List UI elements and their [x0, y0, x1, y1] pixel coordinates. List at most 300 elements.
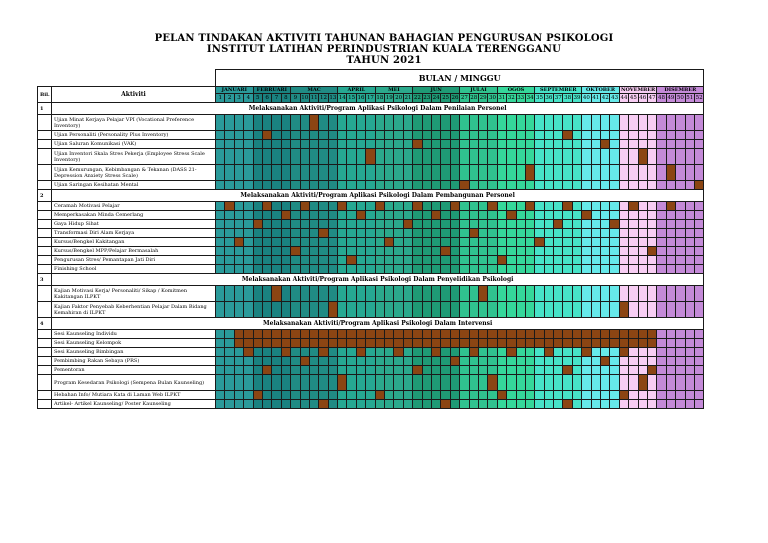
- title-line-3: TAHUN 2021: [346, 55, 422, 66]
- week-cell: [610, 400, 619, 409]
- week-cell: [216, 265, 225, 274]
- week-cell: [300, 265, 309, 274]
- week-cell: [431, 256, 440, 265]
- week-cell: [356, 115, 365, 131]
- week-cell: [572, 302, 581, 318]
- scheduled-week-cell: [431, 348, 440, 357]
- week-cell: [281, 247, 290, 256]
- scheduled-week-cell: [582, 339, 591, 348]
- week-cell: [535, 131, 544, 140]
- week-cell: [610, 348, 619, 357]
- week-cell: [253, 247, 262, 256]
- week-cell: [450, 149, 459, 165]
- week-cell: [385, 131, 394, 140]
- week-cell: [666, 391, 675, 400]
- week-cell: [657, 391, 666, 400]
- week-cell: [431, 115, 440, 131]
- week-cell: [525, 247, 534, 256]
- week-cell: [375, 131, 384, 140]
- week-cell: [460, 229, 469, 238]
- week-cell: [525, 375, 534, 391]
- week-cell: [629, 238, 638, 247]
- week-number: 47: [648, 94, 656, 101]
- week-cell: [647, 265, 656, 274]
- week-cell: [554, 229, 563, 238]
- week-number: 40: [582, 94, 590, 101]
- activity-bil-cell: [38, 391, 52, 400]
- week-cell: [563, 149, 572, 165]
- week-cell: [225, 286, 234, 302]
- scheduled-week-cell: [554, 220, 563, 229]
- week-cell: [676, 265, 685, 274]
- week-cell: [262, 238, 271, 247]
- week-cell: [216, 286, 225, 302]
- bil-header: Bil.: [38, 87, 52, 103]
- week-cell: [469, 131, 478, 140]
- week-cell: [563, 357, 572, 366]
- week-cell: [478, 229, 487, 238]
- scheduled-week-cell: [450, 202, 459, 211]
- bulan-minggu-header: BULAN / MINGGU: [216, 70, 704, 87]
- week-cell: [366, 140, 375, 149]
- week-cell: [676, 140, 685, 149]
- week-cell: [647, 149, 656, 165]
- week-cell: [450, 375, 459, 391]
- week-cell: [647, 357, 656, 366]
- week-cell: [422, 202, 431, 211]
- week-cell: [582, 220, 591, 229]
- week-cell: [507, 202, 516, 211]
- week-cell: [488, 181, 497, 190]
- week-cell: [385, 202, 394, 211]
- week-cell: [328, 357, 337, 366]
- week-cell: [272, 302, 281, 318]
- week-cell: [666, 211, 675, 220]
- week-cell: [478, 238, 487, 247]
- week-cell: [319, 391, 328, 400]
- scheduled-week-cell: [375, 202, 384, 211]
- week-cell: [234, 357, 243, 366]
- week-cell: [394, 238, 403, 247]
- week-cell: [216, 229, 225, 238]
- week-cell: [450, 302, 459, 318]
- week-cell: [450, 115, 459, 131]
- activity-row: [38, 149, 704, 165]
- week-cell: [563, 247, 572, 256]
- activity-bil-cell: [38, 211, 52, 220]
- week-cell: [563, 348, 572, 357]
- week-cell: [535, 140, 544, 149]
- scheduled-week-cell: [647, 247, 656, 256]
- week-cell: [563, 256, 572, 265]
- week-cell: [347, 229, 356, 238]
- week-cell: [394, 400, 403, 409]
- scheduled-week-cell: [413, 339, 422, 348]
- week-cell: [572, 229, 581, 238]
- week-cell: [385, 149, 394, 165]
- week-cell: [610, 131, 619, 140]
- week-cell: [507, 229, 516, 238]
- scheduled-week-cell: [619, 302, 628, 318]
- week-cell: [591, 202, 600, 211]
- activity-row: [38, 366, 704, 375]
- week-cell: [591, 238, 600, 247]
- week-cell: [309, 131, 318, 140]
- week-cell: [244, 391, 253, 400]
- week-cell: [619, 238, 628, 247]
- week-cell: [225, 348, 234, 357]
- week-cell: [488, 220, 497, 229]
- scheduled-week-cell: [413, 366, 422, 375]
- week-cell: [319, 265, 328, 274]
- week-cell: [422, 256, 431, 265]
- week-cell: [413, 348, 422, 357]
- week-cell: [497, 220, 506, 229]
- week-cell: [610, 357, 619, 366]
- week-cell: [300, 400, 309, 409]
- week-cell: [216, 247, 225, 256]
- week-cell: [544, 149, 553, 165]
- week-cell: [666, 149, 675, 165]
- week-cell: [694, 202, 703, 211]
- week-cell: [441, 286, 450, 302]
- week-cell: [450, 391, 459, 400]
- header-blank-bil: [38, 70, 52, 87]
- week-cell: [666, 357, 675, 366]
- week-cell: [460, 357, 469, 366]
- week-cell: [272, 220, 281, 229]
- week-cell: [460, 165, 469, 181]
- title-line-2: INSTITUT LATIHAN PERINDUSTRIAN KUALA TERENGGANU: [206, 44, 562, 55]
- week-cell: [563, 391, 572, 400]
- week-cell: [300, 348, 309, 357]
- week-cell: [225, 238, 234, 247]
- week-cell: [262, 220, 271, 229]
- scheduled-week-cell: [244, 348, 253, 357]
- week-cell: [488, 247, 497, 256]
- week-cell: [525, 256, 534, 265]
- week-cell: [291, 366, 300, 375]
- week-cell: [676, 302, 685, 318]
- week-cell: [385, 211, 394, 220]
- week-cell: [638, 357, 647, 366]
- week-cell: [478, 149, 487, 165]
- week-cell: [525, 229, 534, 238]
- week-cell: [582, 165, 591, 181]
- week-cell: [694, 247, 703, 256]
- week-cell: [403, 238, 412, 247]
- week-cell: [441, 375, 450, 391]
- week-cell: [262, 211, 271, 220]
- week-number: 24: [432, 94, 440, 101]
- scheduled-week-cell: [582, 330, 591, 339]
- scheduled-week-cell: [225, 202, 234, 211]
- week-cell: [488, 366, 497, 375]
- scheduled-week-cell: [629, 330, 638, 339]
- month-header: SEPTEMBER: [535, 87, 582, 94]
- week-cell: [460, 115, 469, 131]
- week-cell: [244, 202, 253, 211]
- week-cell: [469, 149, 478, 165]
- week-cell: [356, 357, 365, 366]
- activity-row: [38, 238, 704, 247]
- week-cell: [422, 140, 431, 149]
- week-cell: [478, 211, 487, 220]
- week-number: 48: [658, 94, 666, 101]
- week-cell: [666, 140, 675, 149]
- week-cell: [535, 348, 544, 357]
- week-cell: [328, 265, 337, 274]
- week-cell: [657, 220, 666, 229]
- scheduled-week-cell: [535, 238, 544, 247]
- week-cell: [478, 256, 487, 265]
- week-cell: [244, 140, 253, 149]
- week-cell: [685, 348, 694, 357]
- week-cell: [328, 348, 337, 357]
- week-cell: [619, 286, 628, 302]
- activity-bil-cell: [38, 181, 52, 190]
- week-cell: [394, 247, 403, 256]
- week-cell: [385, 220, 394, 229]
- scheduled-week-cell: [253, 339, 262, 348]
- week-cell: [685, 131, 694, 140]
- week-cell: [394, 366, 403, 375]
- week-cell: [253, 302, 262, 318]
- month-header: JULAI: [460, 87, 498, 94]
- week-number: 4: [244, 94, 253, 103]
- week-cell: [441, 220, 450, 229]
- week-cell: [338, 140, 347, 149]
- week-cell: [629, 131, 638, 140]
- week-cell: [460, 375, 469, 391]
- scheduled-week-cell: [694, 181, 703, 190]
- scheduled-week-cell: [385, 339, 394, 348]
- week-cell: [328, 256, 337, 265]
- week-cell: [338, 357, 347, 366]
- week-cell: [535, 229, 544, 238]
- week-cell: [413, 131, 422, 140]
- week-cell: [441, 115, 450, 131]
- week-cell: [347, 115, 356, 131]
- week-cell: [516, 256, 525, 265]
- week-cell: [244, 220, 253, 229]
- activity-bil-cell: [38, 265, 52, 274]
- week-cell: [610, 238, 619, 247]
- week-cell: [281, 375, 290, 391]
- week-cell: [657, 375, 666, 391]
- week-cell: [403, 202, 412, 211]
- activity-name: Artikel- Artikel Kaunseling/ Poster Kaunseling: [52, 400, 216, 409]
- week-cell: [629, 181, 638, 190]
- week-cell: [450, 366, 459, 375]
- scheduled-week-cell: [525, 202, 534, 211]
- scheduled-week-cell: [366, 330, 375, 339]
- scheduled-week-cell: [488, 330, 497, 339]
- week-cell: [234, 140, 243, 149]
- week-cell: [441, 348, 450, 357]
- activity-name: Ujian Kemurungan, Kebimbangan & Tekanan (DASS 21- Depression Anxiety Stress Scale): [52, 165, 216, 181]
- week-cell: [591, 247, 600, 256]
- week-cell: [657, 357, 666, 366]
- week-cell: [366, 211, 375, 220]
- week-cell: [225, 165, 234, 181]
- week-cell: [582, 256, 591, 265]
- week-cell: [319, 181, 328, 190]
- week-cell: [291, 400, 300, 409]
- week-cell: [319, 220, 328, 229]
- month-header: DISEMBER: [657, 87, 704, 94]
- week-cell: [309, 256, 318, 265]
- week-cell: [244, 357, 253, 366]
- week-cell: [638, 286, 647, 302]
- week-cell: [328, 131, 337, 140]
- week-cell: [685, 220, 694, 229]
- week-cell: [356, 149, 365, 165]
- week-cell: [516, 140, 525, 149]
- scheduled-week-cell: [281, 348, 290, 357]
- week-cell: [422, 286, 431, 302]
- week-cell: [253, 400, 262, 409]
- month-header: JUN: [413, 87, 460, 94]
- week-cell: [300, 286, 309, 302]
- week-cell: [544, 286, 553, 302]
- scheduled-week-cell: [488, 375, 497, 391]
- week-cell: [394, 256, 403, 265]
- week-cell: [647, 375, 656, 391]
- week-cell: [525, 357, 534, 366]
- week-cell: [582, 131, 591, 140]
- week-number: 52: [695, 94, 703, 101]
- week-cell: [431, 375, 440, 391]
- week-cell: [563, 115, 572, 131]
- week-cell: [253, 131, 262, 140]
- week-number: 15: [348, 94, 356, 101]
- activity-name: Pembimbing Rakan Sebaya (PRS): [52, 357, 216, 366]
- week-cell: [385, 366, 394, 375]
- week-cell: [216, 339, 225, 348]
- week-cell: [685, 330, 694, 339]
- week-number: 16: [357, 94, 365, 101]
- scheduled-week-cell: [413, 140, 422, 149]
- week-cell: [281, 256, 290, 265]
- scheduled-week-cell: [431, 330, 440, 339]
- activity-name: Ceramah Motivasi Pelajar: [52, 202, 216, 211]
- week-cell: [685, 339, 694, 348]
- activity-name: Memperkasakan Minda Cemerlang: [52, 211, 216, 220]
- week-cell: [431, 140, 440, 149]
- title-block: [0, 33, 768, 66]
- week-cell: [356, 286, 365, 302]
- activity-row: [38, 265, 704, 274]
- week-cell: [685, 238, 694, 247]
- week-cell: [638, 302, 647, 318]
- week-cell: [563, 165, 572, 181]
- week-cell: [375, 302, 384, 318]
- week-cell: [591, 229, 600, 238]
- scheduled-week-cell: [441, 339, 450, 348]
- week-cell: [413, 220, 422, 229]
- week-cell: [694, 366, 703, 375]
- week-cell: [413, 265, 422, 274]
- week-cell: [563, 140, 572, 149]
- week-cell: [516, 202, 525, 211]
- week-cell: [403, 265, 412, 274]
- week-cell: [347, 357, 356, 366]
- week-cell: [291, 348, 300, 357]
- week-cell: [309, 238, 318, 247]
- scheduled-week-cell: [431, 211, 440, 220]
- section-number: 3: [38, 274, 52, 286]
- week-cell: [234, 220, 243, 229]
- week-cell: [554, 375, 563, 391]
- week-cell: [676, 238, 685, 247]
- week-cell: [647, 181, 656, 190]
- week-cell: [516, 229, 525, 238]
- week-cell: [347, 366, 356, 375]
- section-row: [38, 190, 704, 202]
- scheduled-week-cell: [497, 391, 506, 400]
- week-cell: [281, 149, 290, 165]
- week-cell: [291, 140, 300, 149]
- week-cell: [309, 400, 318, 409]
- week-cell: [422, 247, 431, 256]
- week-cell: [647, 229, 656, 238]
- week-cell: [694, 330, 703, 339]
- week-cell: [356, 247, 365, 256]
- week-cell: [225, 366, 234, 375]
- week-cell: [657, 366, 666, 375]
- week-cell: [328, 286, 337, 302]
- week-cell: [253, 115, 262, 131]
- week-cell: [441, 229, 450, 238]
- scheduled-week-cell: [272, 286, 281, 302]
- week-number: 13: [329, 94, 337, 101]
- week-cell: [469, 265, 478, 274]
- week-cell: [413, 247, 422, 256]
- week-cell: [469, 165, 478, 181]
- week-cell: [638, 256, 647, 265]
- week-cell: [403, 140, 412, 149]
- week-cell: [319, 211, 328, 220]
- week-cell: [638, 165, 647, 181]
- scheduled-week-cell: [638, 330, 647, 339]
- week-number: 18: [376, 94, 384, 101]
- activity-bil-cell: [38, 165, 52, 181]
- week-cell: [291, 211, 300, 220]
- week-cell: [394, 302, 403, 318]
- week-cell: [657, 131, 666, 140]
- week-cell: [413, 256, 422, 265]
- week-cell: [319, 256, 328, 265]
- week-cell: [319, 366, 328, 375]
- week-cell: [591, 181, 600, 190]
- week-cell: [422, 115, 431, 131]
- week-cell: [366, 366, 375, 375]
- week-cell: [347, 238, 356, 247]
- scheduled-week-cell: [525, 330, 534, 339]
- week-cell: [291, 149, 300, 165]
- week-cell: [319, 286, 328, 302]
- week-cell: [272, 247, 281, 256]
- week-cell: [582, 400, 591, 409]
- week-cell: [244, 165, 253, 181]
- week-cell: [460, 238, 469, 247]
- week-cell: [507, 220, 516, 229]
- week-cell: [309, 165, 318, 181]
- week-cell: [657, 229, 666, 238]
- scheduled-week-cell: [601, 357, 610, 366]
- week-cell: [582, 149, 591, 165]
